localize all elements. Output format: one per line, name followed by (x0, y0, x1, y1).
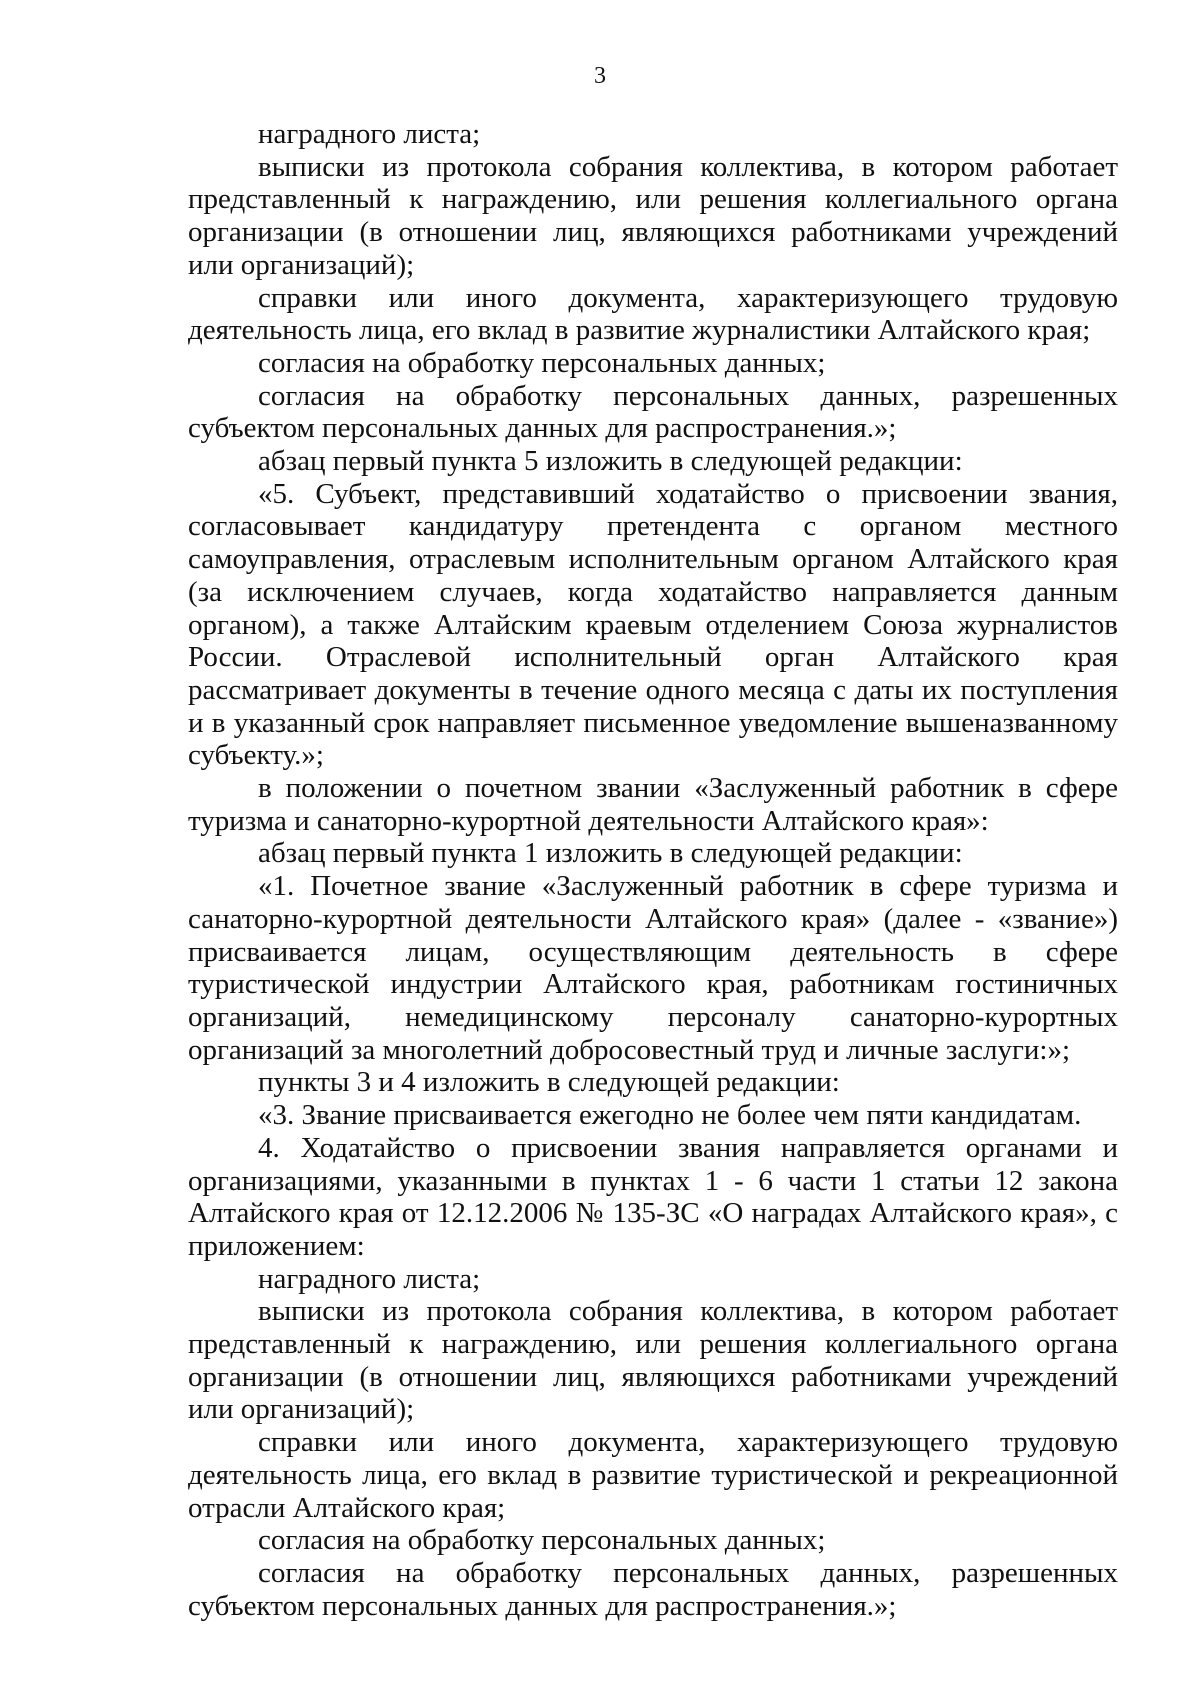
page-number: 3 (594, 63, 606, 89)
paragraph: в положении о почетном звании «Заслуженный работник в сфере туризма и санаторно-курортной деятельности Алтайского края»: (188, 772, 1118, 837)
paragraph: согласия на обработку персональных данных, разрешенных субъектом персональных данных для распространения.»; (188, 1556, 1118, 1622)
paragraph: наградного листа; (258, 118, 481, 150)
paragraph: «3. Звание присваивается ежегодно не более чем пяти кандидатам. (258, 1099, 1082, 1132)
paragraph: согласия на обработку персональных данных; (258, 1524, 826, 1557)
paragraph: наградного листа; (258, 1262, 481, 1295)
paragraph: абзац первый пункта 1 изложить в следующей редакции: (258, 837, 963, 870)
paragraph: справки или иного документа, характеризующего трудовую деятельность лица, его вклад в развитие туристической и рекреационной отрасли Алтайского края; (188, 1426, 1118, 1524)
paragraph: «5. Субъект, представивший ходатайство о присвоении звания, согласовывает кандидатуру претендента с органом местного самоуправления, отраслевым исполнительным органом Алтайского края (за исключением случаев, когда ходатайство направляется данным органом), а также Алтайским краевым отделением Союза журналистов России. Отраслевой исполнительный орган Алтайского края рассматривает документы в течение одного месяца с даты их поступления и в указанный срок направляет письменное уведомление вышеназванному субъекту.»; (188, 477, 1118, 772)
paragraph: согласия на обработку персональных данных; (258, 346, 826, 379)
paragraph: абзац первый пункта 5 изложить в следующей редакции: (258, 445, 963, 478)
paragraph: выписки из протокола собрания коллектива, в котором работает представленный к награждению, или решения коллегиального органа организации (в отношении лиц, являющихся работниками учреждений или организаций); (188, 150, 1118, 281)
paragraph: «1. Почетное звание «Заслуженный работник в сфере туризма и санаторно-курортной деятельности Алтайского края» (далее - «звание») присваивается лицам, осуществляющим деятельность в сфере туристической индустрии Алтайского края, работникам гостиничных организаций, немедицинскому персоналу санаторно-курортных организаций за многолетний добросовестный труд и личные заслуги:»; (188, 870, 1118, 1066)
paragraph: справки или иного документа, характеризующего трудовую деятельность лица, его вклад в развитие журналистики Алтайского края; (188, 281, 1118, 347)
paragraph: 4. Ходатайство о присвоении звания направляется органами и организациями, указанными в пунктах 1 - 6 части 1 статьи 12 закона Алтайского края от 12.12.2006 № 135-ЗС «О наградах Алтайского края», с приложением: (188, 1131, 1118, 1262)
document-body (188, 118, 1118, 1622)
paragraph: пункты 3 и 4 изложить в следующей редакции: (258, 1066, 840, 1099)
paragraph: выписки из протокола собрания коллектива, в котором работает представленный к награждению, или решения коллегиального органа организации (в отношении лиц, являющихся работниками учреждений или организаций); (188, 1295, 1118, 1426)
paragraph: согласия на обработку персональных данных, разрешенных субъектом персональных данных для распространения.»; (188, 379, 1118, 445)
